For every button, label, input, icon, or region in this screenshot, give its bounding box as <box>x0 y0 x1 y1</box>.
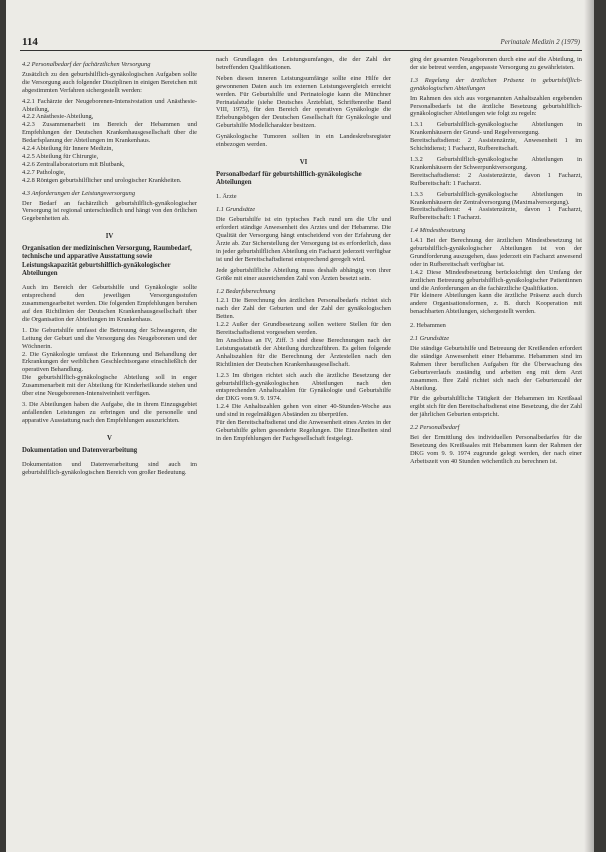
paragraph: Bereitschaftsdienst: 2 Assistenzärzte, Anwesenheit 1 im Schichtdienst; 1 Facharzt, Rufbereitschaft. <box>410 137 582 153</box>
list-item: 4.2.6 Zentrallaboratorium mit Blutbank, <box>22 160 125 168</box>
paragraph: Jede geburtshilfliche Abteilung muss deshalb abhängig von ihrer Größe mit einer ausreichenden Zahl von Ärzten besetzt sein. <box>216 266 391 282</box>
subheading: 4.3 Anforderungen der Leistungsversorgung <box>22 189 136 197</box>
running-head: Perinatale Medizin 2 (1979) <box>500 38 580 46</box>
paragraph: Für den Bereitschaftsdienst und die Anwesenheit eines Arztes in der Geburtshilfe gelten gesonderte Regelungen. Die Einzelheiten sind in den Empfehlungen der Fachgesellschaft festgelegt. <box>216 419 391 442</box>
paragraph: Bei der Ermittlung des individuellen Personalbedarfes für die Besetzung des Kreißsaales mit Hebammen kann der Rahmen der DKG vom 9. 9. 1974 zugrunde gelegt werden, der nach einer Arbeitszeit von 40 Stunden wöchentlich zu berechnen ist. <box>410 434 582 465</box>
subheading: 2.2 Personalbedarf <box>410 424 460 432</box>
section-heading: Dokumentation und Datenverarbeitung <box>22 446 138 454</box>
list-item: 1.2.3 Im übrigen richtet sich auch die ärztliche Besetzung der geburtshilflich-gynäkologischen Abteilungen nach den entsprechenden Anhaltszahlen für Gynäkologie und Geburtshilfe der DKG vom 9. 9. 1974. <box>216 371 391 403</box>
paragraph: Für kleinere Abteilungen kann die ärztliche Präsenz auch durch andere Organisationsformen, z. B. durch Kooperation mit benachbarten Abteilungen, sichergestellt werden. <box>410 292 582 316</box>
list-item: 4.2.4 Abteilung für Innere Medizin, <box>22 145 114 153</box>
list-item: 1. Die Geburtshilfe umfasst die Betreuung der Schwangeren, die Leitung der Geburt und die Versorgung des Neugeborenen und der Wöchnerin. <box>22 326 197 350</box>
paragraph: Die ständige Geburtshilfe und Betreuung der Kreißenden erfordert die ständige Anwesenheit einer Hebamme. Hebammen sind im Rahmen ihrer beruflichen Aufgaben für die Überwachung des Geburtsverlaufs zuständig und arbeiten eng mit dem Arzt zusammen. Ihre Zahl richtet sich nach der Geburtenzahl der Abteilung. <box>410 345 582 392</box>
list-item: 4.2.5 Abteilung für Chirurgie, <box>22 152 99 160</box>
list-item: 4.2.1 Fachärzte der Neugeborenen-Intensivstation und Anästhesie-Abteilung, <box>22 97 197 113</box>
list-item: 1.3.2 Geburtshilflich-gynäkologische Abteilungen in Krankenhäusern der Schwerpunktversorgung. <box>410 155 582 171</box>
header-rule <box>20 50 582 51</box>
subheading: 1.4 Mindestbesetzung <box>410 227 466 235</box>
paragraph: Die Geburtshilfe ist ein typisches Fach rund um die Uhr und erfordert ständige Anwesenheit des Arztes und der Hebamme. Die Qualität der Versorgung hängt entscheidend von der Erfahrung der Ärzte ab. Zur Sicherstellung der Versorgung ist es erforderlich, dass in jeder geburtshilflichen Abteilung ein Facharzt jederzeit verfügbar ist und der Bereitschaftsdienst entsprechend geregelt wird. <box>216 216 391 263</box>
paragraph: Im Rahmen des sich aus vorgenannten Anhaltszahlen ergebenden Personalbedarfs ist die ärztliche Besetzung geburtshilflich-gynäkologischer Abteilungen wie folgt zu regeln: <box>410 94 582 118</box>
subheading: 2.1 Grundsätze <box>410 335 450 343</box>
list-item: 1.2.1 Die Berechnung des ärztlichen Personalbedarfs richtet sich nach der Zahl der Geburten und der Zahl der gynäkologischen Betten. <box>216 297 391 321</box>
list-item: 4.2.8 Röntgen geburtshilflicher und urologischer Krankheiten. <box>22 176 182 184</box>
subheading: 1.1 Grundsätze <box>216 206 256 214</box>
list-item: 4.2.7 Pathologie, <box>22 168 66 176</box>
subheading: 1.2 Bedarfsberechnung <box>216 287 276 295</box>
paragraph: Bereitschaftsdienst: 4 Assistenzärzte, davon 1 Facharzt, Rufbereitschaft: 1 Facharzt. <box>410 206 582 222</box>
paragraph: nach Grundlagen des Leistungsumfanges, die der Zahl der betreffenden Qualifikationen. <box>216 56 391 71</box>
section-heading: Personalbedarf für geburtshilflich-gynäkologische Abteilungen <box>216 170 362 187</box>
heading: 2. Hebammen <box>410 322 446 330</box>
paragraph: Im Anschluss an IV, Ziff. 3 sind diese Berechnungen nach der Leistungsstatistik der Abteilung durchzuführen. Es gelten folgende Anhaltszahlen für die Berechnung der Ärztestellen nach den Richtlinien der Deutschen Krankenhausgesellschaft. <box>216 336 391 368</box>
list-item: 1.4.2 Diese Mindestbesetzung berücksichtigt den Umfang der ärztlichen Betreuung geburtshilflich-gynäkologischer Patientinnen und die Anforderungen an die fachärztliche Qualifikation. <box>410 268 582 292</box>
subheading: 1.3 Regelung der ärztlichen Präsenz in geburtshilflich-gynäkologischen Abteilungen <box>410 76 582 92</box>
paragraph: Zusätzlich zu den geburtshilflich-gynäkologischen Aufgaben sollte die Versorgung auch folgender Disziplinen in einigen Bereichen mit abgestimmten Verfahren sichergestellt werden: <box>22 70 197 94</box>
list-item: 1.3.1 Geburtshilflich-gynäkologische Abteilungen in Krankenhäusern der Grund- und Regelversorgung. <box>410 121 582 137</box>
section-numeral: V <box>107 434 112 442</box>
page-number: 114 <box>22 36 38 48</box>
list-item: 4.2.2 Anästhesie-Abteilung, <box>22 113 94 121</box>
list-item: 1.2.2 Außer der Grundbesetzung sollen weitere Stellen für den Bereitschaftsdienst vorgesehen werden. <box>216 321 391 337</box>
document-page <box>6 0 594 852</box>
list-item: 1.3.3 Geburtshilflich-gynäkologische Abteilungen in Krankenhäusern der Zentralversorgung (Maximalversorgung). <box>410 190 582 206</box>
paragraph: Neben diesen inneren Leistungsumfänge sollte eine Hilfe der gewonnenen Daten auch im externen Leistungsvergleich erreicht werden. Für Geburtshilfe und Perinatologie kann die Münchner Perinatalstudie (siehe Deutsches Ärzteblatt, Schriftenreihe Band VIII, 1975), für den Bereich der operativen Gynäkologie die Erhebungsbögen der Deutschen Gesellschaft für Gynäkologie und Geburtshilfe Modellcharakter besitzen. <box>216 74 391 130</box>
paragraph: Gynäkologische Tumoren sollten in ein Landeskrebsregister einbezogen werden. <box>216 133 391 149</box>
paragraph: Dokumentation und Datenverarbeitung sind auch im geburtshilflich-gynäkologischen Bereich von großer Bedeutung. <box>22 460 197 476</box>
list-item: 2. Die Gynäkologie umfasst die Erkennung und Behandlung der Erkrankungen der weiblichen Geschlechtsorgane einschließlich der operativen Behandlung. <box>22 350 197 374</box>
paragraph: ging der gesamten Neugeborenen durch eine auf die Abteilung, in der sie betreut werden, angepasste Versorgung zu gewährleisten. <box>410 56 582 71</box>
paragraph: Die geburtshilflich-gynäkologische Abteilung soll in enger Zusammenarbeit mit der Abteilung für Kinderheilkunde stehen und über eine Neugeborenen-Intensiveinheit verfügen. <box>22 374 197 398</box>
list-item: 1.4.1 Bei der Berechnung der ärztlichen Mindestbesetzung ist geburtshilflich-gynäkologischer Abteilungen ist von der Grundforderung auszugehen, dass jederzeit ein Facharzt anwesend oder in Rufbereitschaft verfügbar ist. <box>410 237 582 268</box>
heading: 1. Ärzte <box>216 193 237 201</box>
list-item: 1.2.4 Die Anhaltszahlen gehen von einer 40-Stunden-Woche aus und sind in regelmäßigen Abständen zu überprüfen. <box>216 403 391 419</box>
subheading: 4.2 Personalbedarf der fachärztlichen Versorgung <box>22 61 151 68</box>
list-item: 4.2.3 Zusammenarbeit im Bereich der Hebammen und Empfehlungen der Deutschen Krankenhausgesellschaft über die Bedarfsplanung der Abteilungen im Krankenhaus. <box>22 121 197 145</box>
section-heading: Organisation der medizinischen Versorgung, Raumbedarf, technische und apparative Ausstattung sowie Leistungskapazität geburtshilflich-gynäkologischer Abteilungen <box>22 245 192 278</box>
paragraph: Bereitschaftsdienst: 2 Assistenzärzte, davon 1 Facharzt, Rufbereitschaft: 1 Facharzt. <box>410 171 582 187</box>
section-numeral: VI <box>299 158 308 166</box>
list-item: 3. Die Abteilungen haben die Aufgabe, die in ihrem Einzugsgebiet anfallenden Leistungen zu erbringen und die personelle und apparative Ausstattung nach den Empfehlungen auszurichten. <box>22 401 197 424</box>
paragraph: Der Bedarf an fachärztlich geburtshilflich-gynäkologischer Versorgung ist regional unterschiedlich und hängt von den örtlichen Gegebenheiten ab. <box>22 199 197 223</box>
text-column-3 <box>410 56 582 846</box>
paragraph: Für die geburtshilfliche Tätigkeit der Hebammen im Kreißsaal ergibt sich für den Bereitschaftsdienst eine Besetzung, die der Zahl der jährlichen Geburten entspricht. <box>410 395 582 419</box>
text-column-2 <box>216 56 391 846</box>
section-numeral: IV <box>105 233 114 241</box>
text-column-1 <box>22 56 197 846</box>
paragraph: Auch im Bereich der Geburtshilfe und Gynäkologie sollte entsprechend den jeweiligen Versorgungsstufen zusammengearbeitet werden. Die folgenden Empfehlungen beruhen auf den Richtlinien der Deutschen Krankenhausgesellschaft über die Organisation der Abteilungen im Krankenhaus. <box>22 284 197 323</box>
